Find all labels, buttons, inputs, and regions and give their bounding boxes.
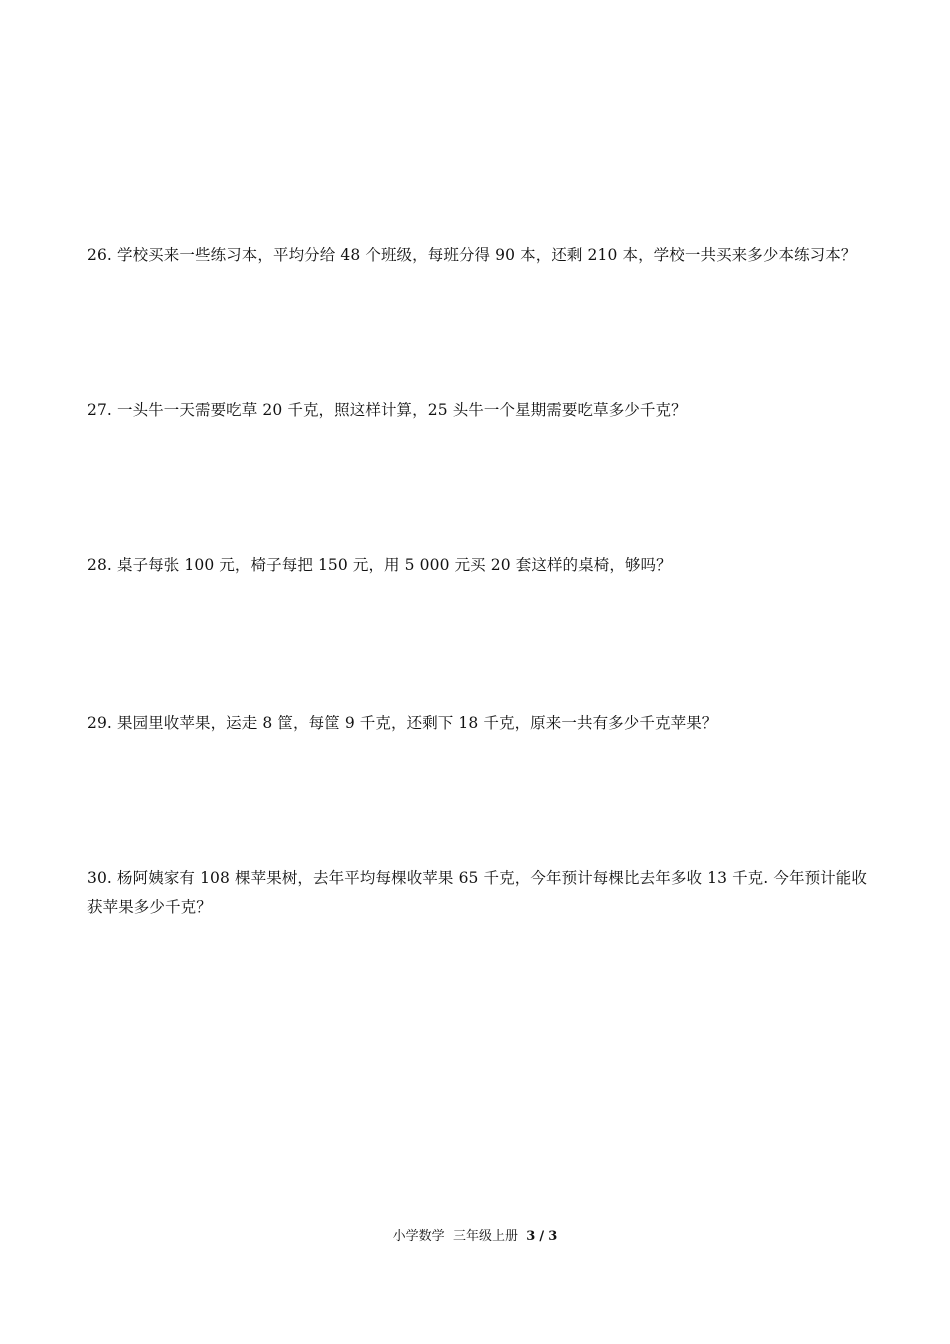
page-number-separator: /	[539, 1229, 545, 1244]
question-26: 26. 学校买来一些练习本，平均分给 48 个班级，每班分得 90 本，还剩 210 本，学校一共买来多少本练习本？	[87, 246, 857, 264]
question-27: 27. 一头牛一天需要吃草 20 千克，照这样计算，25 头牛一个星期需要吃草多少千克？	[87, 401, 687, 419]
question-30: 30. 杨阿姨家有 108 棵苹果树，去年平均每棵收苹果 65 千克，今年预计每棵比去年多收 13 千克. 今年预计能收获苹果多少千克？	[87, 869, 867, 916]
footer-grade: 三年级上册	[452, 1229, 518, 1244]
page-number-total: 3	[548, 1229, 558, 1244]
question-29: 29. 果园里收苹果，运走 8 筐，每筐 9 千克，还剩下 18 千克，原来一共有多少千克苹果？	[87, 714, 718, 732]
question-28: 28. 桌子每张 100 元，椅子每把 150 元，用 5 000 元买 20 套这样的桌椅，够吗？	[87, 556, 672, 574]
footer-subject: 小学数学	[392, 1229, 445, 1244]
page-number-current: 3	[526, 1229, 536, 1244]
page-footer	[0, 1228, 950, 1246]
